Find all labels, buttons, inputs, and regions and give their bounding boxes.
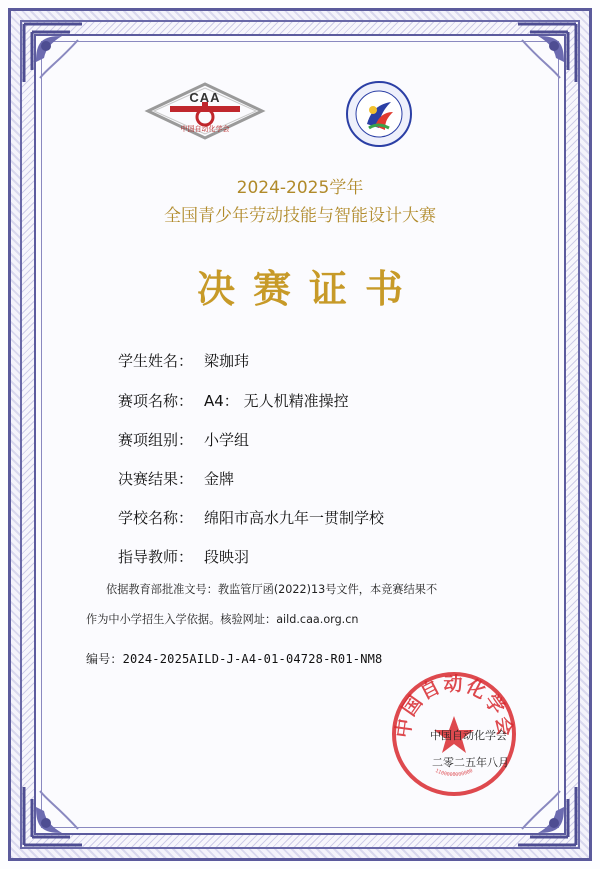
field-event-group — [118, 429, 249, 450]
approval-note-line2: 作为中小学招生入学依据。核验网址：aild.caa.org.cn — [86, 613, 359, 626]
competition-emblem-icon — [345, 80, 413, 148]
field-label: 学校名称： — [118, 509, 194, 527]
certificate-serial-number: 编号：2024-2025AILD-J-A4-01-04728-R01-NM8 — [86, 652, 383, 666]
caa-logo-subtext: 中国自动化学会 — [180, 125, 230, 133]
corner-ornament-icon — [508, 22, 578, 92]
field-label: 赛项名称： — [118, 392, 194, 410]
field-label: 赛项组别： — [118, 431, 194, 449]
field-value: 梁珈玮 — [204, 352, 250, 370]
field-school-name — [118, 507, 384, 528]
field-value: 小学组 — [204, 431, 250, 449]
corner-ornament-icon — [22, 777, 92, 847]
caa-logo-text: CAA — [189, 90, 221, 105]
caa-logo — [140, 80, 270, 142]
field-value: 段映羽 — [204, 548, 250, 566]
competition-logo — [345, 80, 413, 148]
field-label: 决赛结果： — [118, 470, 194, 488]
seal-ring-text: 中国自动化学会 — [392, 673, 516, 740]
academic-year-title: 2024-2025学年 — [236, 178, 364, 198]
competition-title: 全国青少年劳动技能与智能设计大赛 — [164, 206, 436, 226]
field-value: 金牌 — [204, 470, 235, 488]
field-event-name — [118, 390, 349, 411]
field-value: 绵阳市高水九年一贯制学校 — [204, 509, 385, 527]
field-instructor — [118, 546, 249, 567]
field-student-name — [118, 350, 249, 371]
corner-ornament-icon — [22, 22, 92, 92]
seal-number-text: 1100000000000 — [434, 767, 474, 779]
field-label: 指导教师： — [118, 548, 194, 566]
field-value: A4： 无人机精准操控 — [204, 392, 349, 410]
field-label: 学生姓名： — [118, 352, 194, 370]
certificate-title: 决赛证书 — [196, 266, 421, 311]
approval-note-line1: 依据教育部批准文号：教监管厅函(2022)13号文件，本竞赛结果不 — [106, 583, 438, 596]
issuer-name: 中国自动化学会 — [430, 729, 507, 742]
issue-date: 二零二五年八月 — [432, 756, 509, 769]
field-final-result — [118, 468, 234, 489]
